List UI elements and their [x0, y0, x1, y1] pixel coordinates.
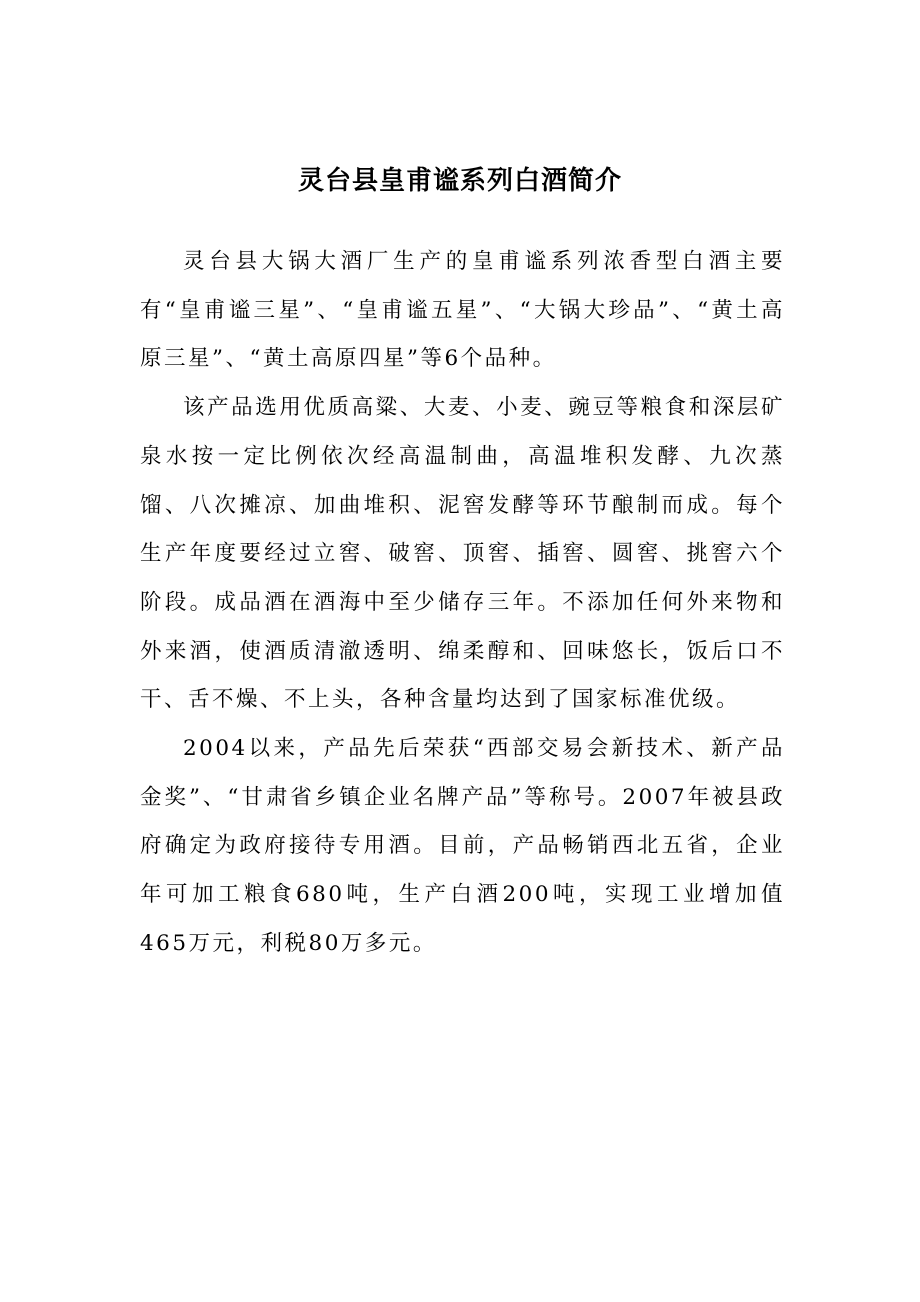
paragraph-production-process: 该产品选用优质高粱、大麦、小麦、豌豆等粮食和深层矿泉水按一定比例依次经高温制曲，高温堆积发酵、九次蒸馏、八次摊凉、加曲堆积、泥窖发酵等环节酿制而成。每个生产年度要经过立窖、破窖、顶窖、插窖、圆窖、挑窖六个阶段。成品酒在酒海中至少储存三年。不添加任何外来物和外来酒，使酒质清澈透明、绵柔醇和、回味悠长，饭后口不干、舌不燥、不上头，各种含量均达到了国家标准优级。: [140, 395, 785, 713]
document-title: 灵台县皇甫谧系列白酒简介: [297, 166, 622, 196]
paragraph-awards-and-sales: 2004以来，产品先后荣获“西部交易会新技术、新产品金奖”、“甘肃省乡镇企业名牌产品”等称号。2007年被县政府确定为政府接待专用酒。目前，产品畅销西北五省，企业年可加工粮食680吨，生产白酒200吨，实现工业增加值465万元，利税80万多元。: [140, 736, 785, 956]
paragraph-product-varieties: 灵台县大锅大酒厂生产的皇甫谧系列浓香型白酒主要有“皇甫谧三星”、“皇甫谧五星”、“大锅大珍品”、“黄土高原三星”、“黄土高原四星”等6个品种。: [140, 249, 785, 372]
document-body: [140, 238, 785, 969]
